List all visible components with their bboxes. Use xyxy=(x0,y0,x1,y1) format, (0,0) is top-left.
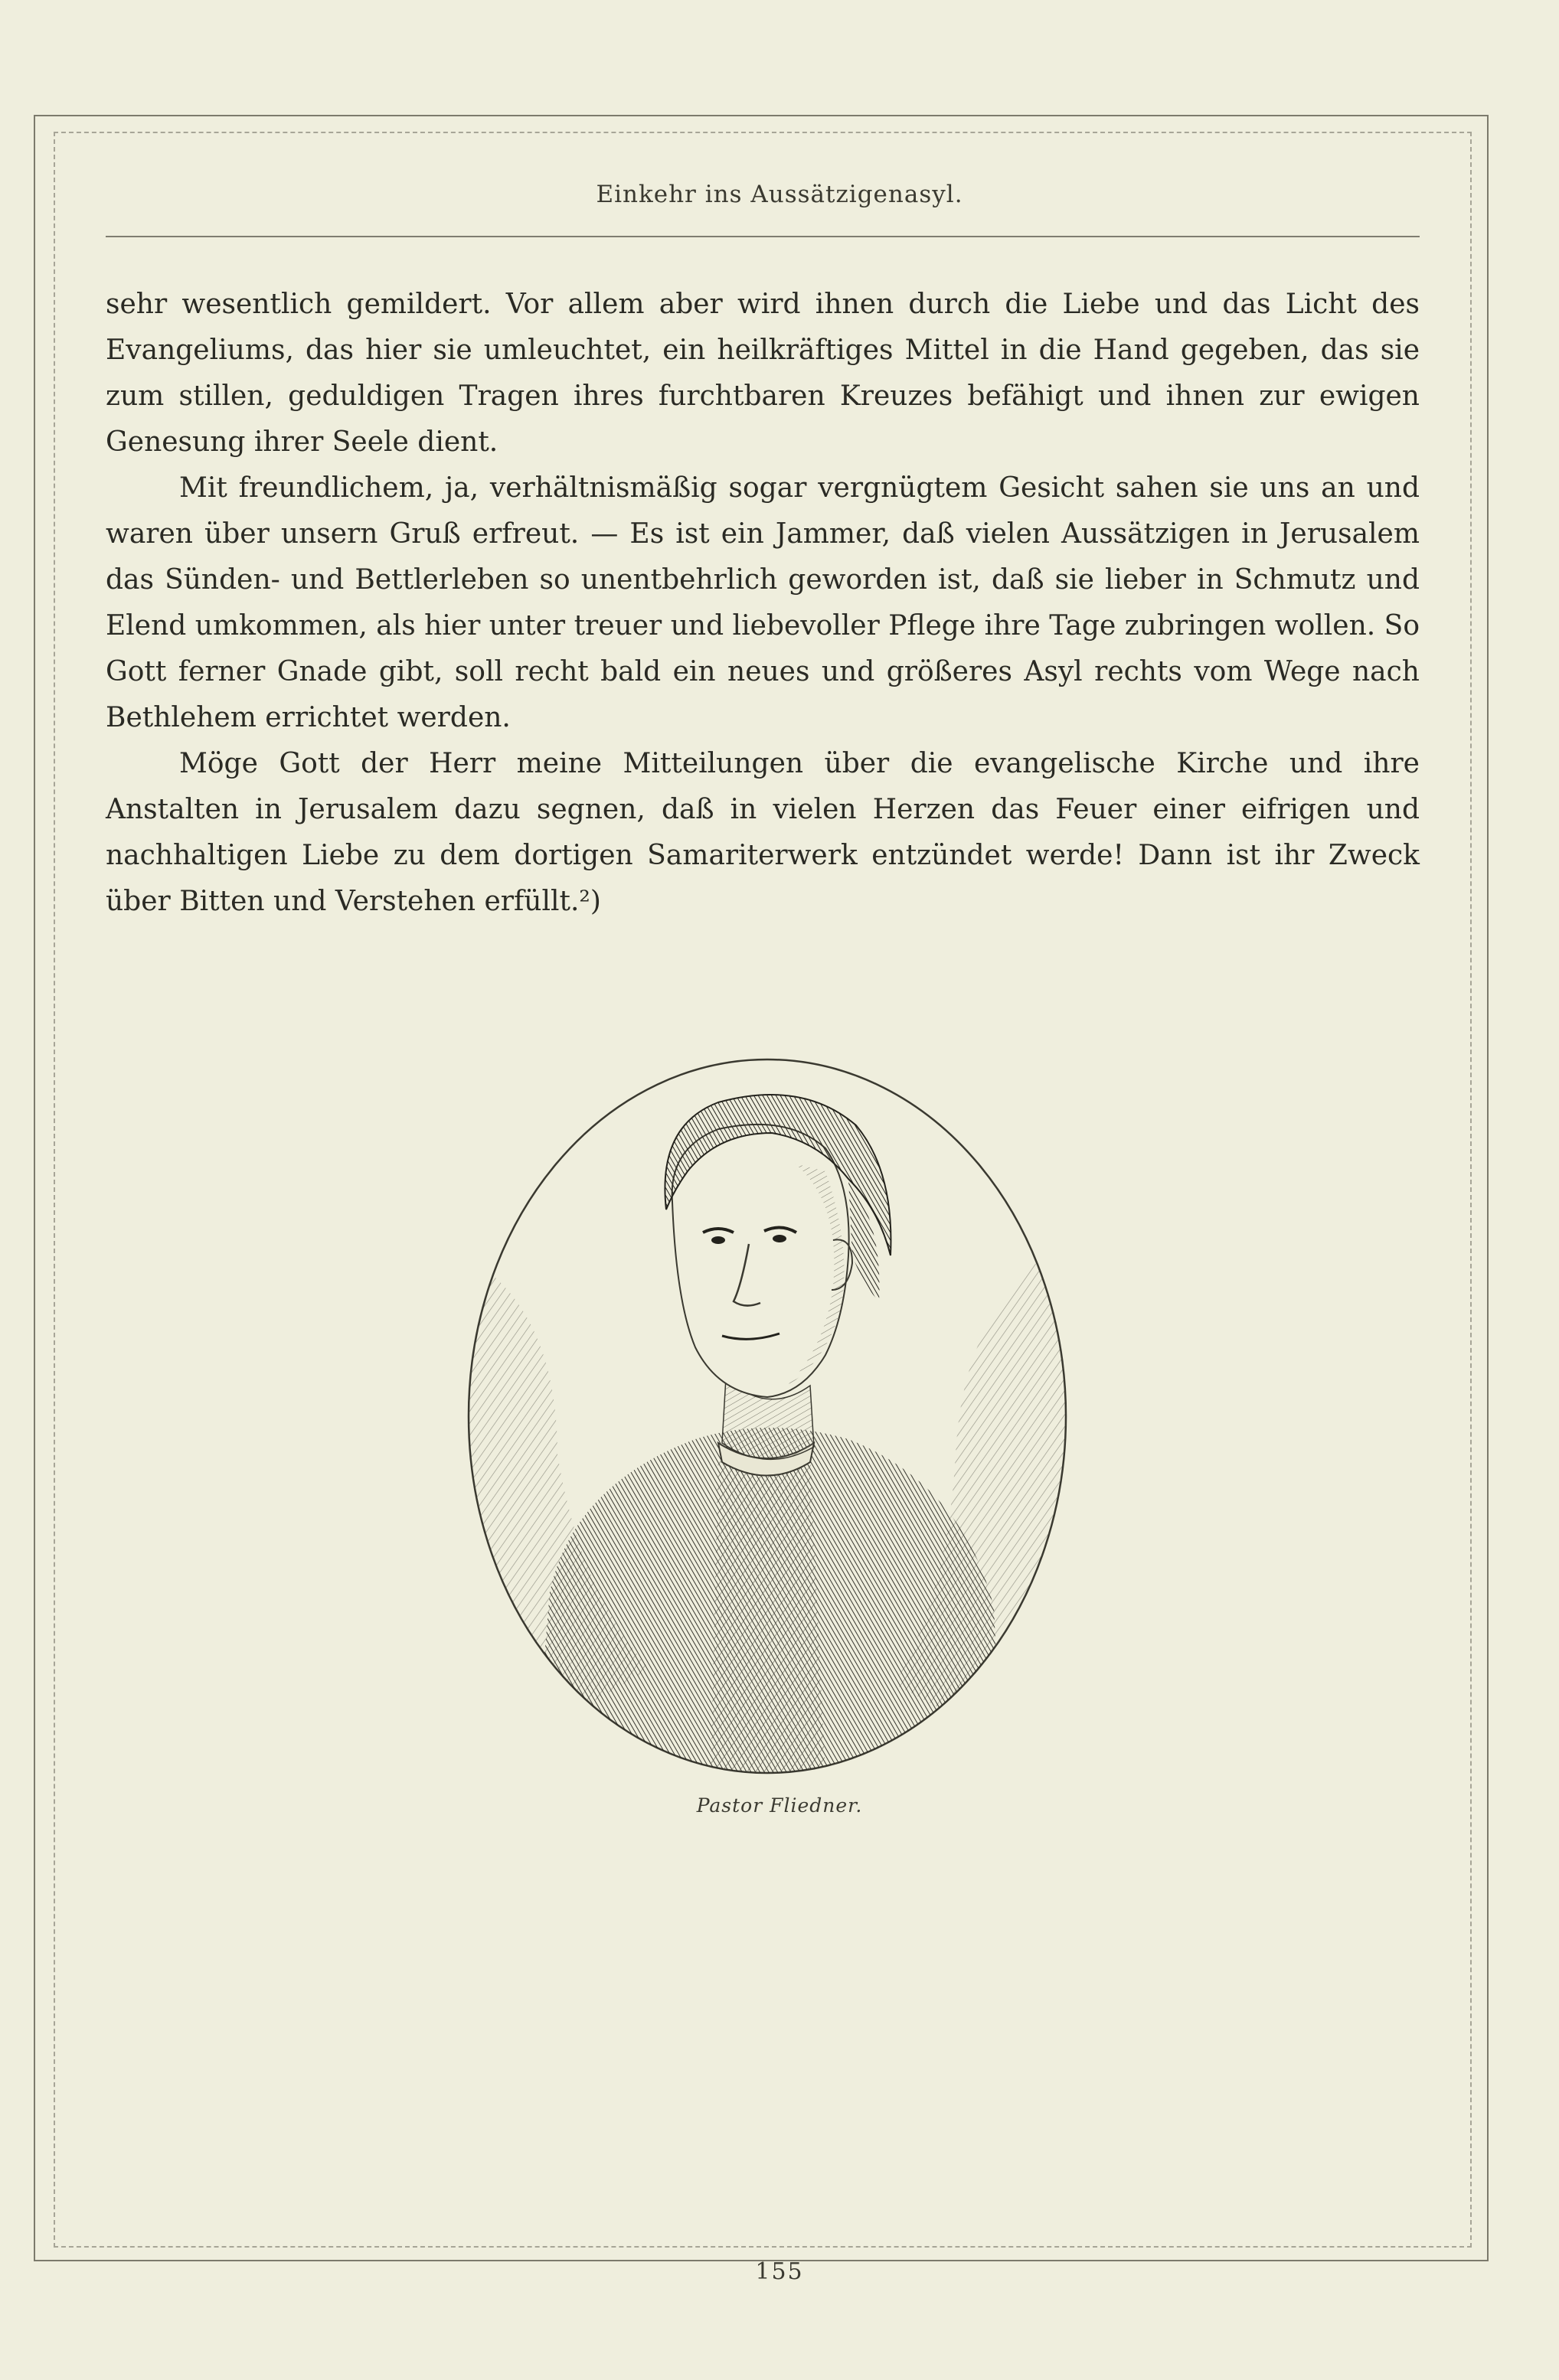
portrait-engraving xyxy=(466,1056,1069,1776)
running-head: Einkehr ins Aussätzigenasyl. xyxy=(596,181,963,208)
portrait-caption: Pastor Fliedner. xyxy=(696,1794,863,1817)
paragraph-3: Möge Gott der Herr meine Mitteilungen über die evangelische Kirche und ihre Anstalten in Jerusalem dazu segnen, daß in vielen Herzen das Feuer einer eifrigen und nachhaltigen Liebe zu dem dortigen Samariterwerk entzündet werde! Dann ist ihr Zweck über Bitten und Verstehen erfüllt.²) xyxy=(106,748,1420,917)
paragraph-2: Mit freundlichem, ja, verhältnismäßig sogar vergnügtem Gesicht sahen sie uns an und waren über unsern Gruß erfreut. — Es ist ein Jammer, daß vielen Aussätzigen in Jerusalem das Sünden- und Bettlerleben so unentbehrlich geworden ist, daß sie lieber in Schmutz und Elend umkommen, als hier unter treuer und liebevoller Pflege ihre Tage zubringen wollen. So Gott ferner Gnade gibt, soll recht bald ein neues und größeres Asyl rechts vom Wege nach Bethlehem errichtet werden. xyxy=(106,472,1420,733)
paragraph-1: sehr wesentlich gemildert. Vor allem aber wird ihnen durch die Liebe und das Licht des Evangeliums, das hier sie umleuchtet, ein heilkräftiges Mittel in die Hand gegeben, das sie zum stillen, geduldigen Tragen ihres furchtbaren Kreuzes befähigt und ihnen zur ewigen Genesung ihrer Seele dient. xyxy=(106,289,1420,458)
page-number: 155 xyxy=(755,2258,804,2285)
header-rule xyxy=(106,236,1420,237)
body-text xyxy=(106,282,1420,925)
